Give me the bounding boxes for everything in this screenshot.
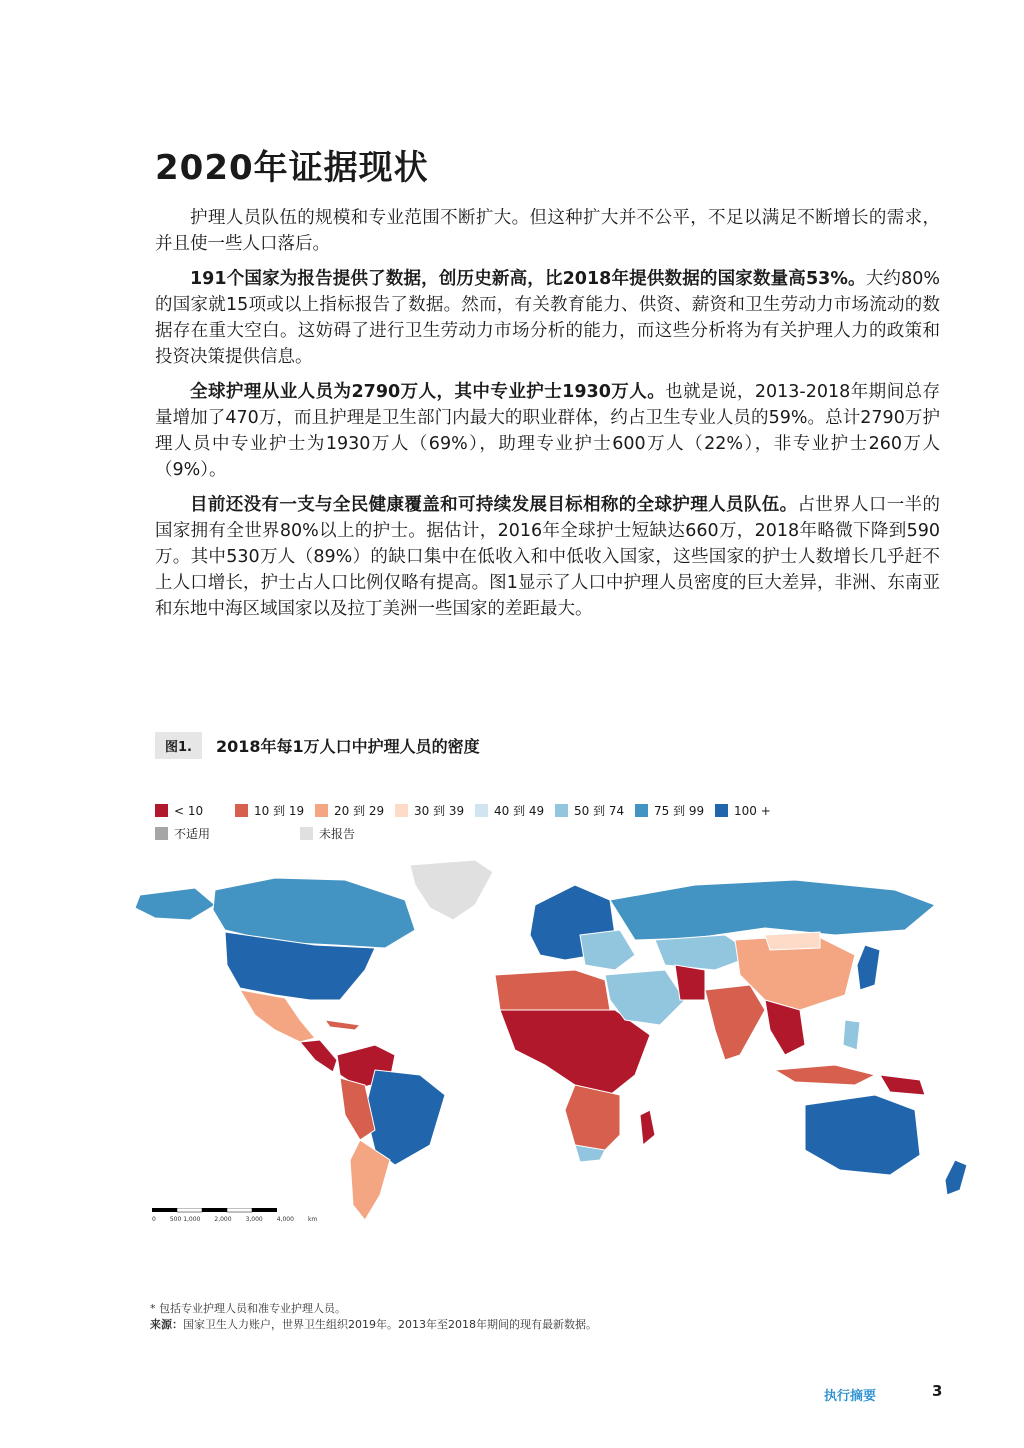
legend-item: 20 到 29 [315,802,395,819]
scale-label: 0 [152,1216,156,1223]
paragraph-4: 目前还没有一支与全民健康覆盖和可持续发展目标相称的全球护理人员队伍。占世界人口一半的国家拥有全世界80%以上的护士。据估计，2016年全球护士短缺达660万，2018年略微下降到590万。其中530万人（89%）的缺口集中在低收入和中低收入国家，这些国家的护士人数增长几乎赶不上人口增长，护士占人口比例仅略有提高。图1显示了人口中护理人员密度的巨大差异，非洲、东南亚和东地中海区域国家以及拉丁美洲一些国家的差距最大。 [155,495,940,619]
body-text [155,205,940,631]
map-region-central-america [300,1040,337,1072]
legend-item: 10 到 19 [235,802,315,819]
map-region-sub-saharan-africa [500,1010,650,1095]
map-region-new-zealand [945,1160,967,1195]
scale-label: 3,000 [245,1216,263,1223]
paragraph-1: 护理人员队伍的规模和专业范围不断扩大。但这种扩大并不公平，不足以满足不断增长的需求，并且使一些人口落后。 [155,208,940,254]
legend-swatch [235,804,248,817]
map-region-png [880,1075,925,1095]
map-region-philippines [843,1020,860,1050]
source-note: 来源：国家卫生人力账户，世界卫生组织2019年。2013年至2018年期间的现有最新数据。 [150,1318,597,1331]
page-number: 3 [932,1382,943,1400]
map-region-india [705,985,765,1060]
map-region-peru-bolivia [340,1078,375,1140]
map-region-alaska [135,888,215,920]
figure-caption [155,732,480,759]
legend-swatch [395,804,408,817]
map-region-eastern-europe [580,930,635,970]
map-legend [155,802,795,848]
legend-item: < 10 [155,802,235,819]
legend-item: 50 到 74 [555,802,635,819]
legend-row-density [155,802,795,819]
page-title: 2020年证据现状 [155,148,429,188]
map-region-caribbean [325,1020,360,1030]
world-map [75,860,995,1230]
legend-swatch [635,804,648,817]
map-region-australia [805,1095,920,1175]
map-region-russia [610,880,935,940]
map-region-mongolia [765,932,820,950]
scale-bar-graphic [152,1208,277,1214]
map-scale-bar [152,1208,317,1223]
legend-swatch [155,827,168,840]
legend-swatch [155,804,168,817]
figure-label: 图1. [155,732,202,759]
legend-swatch [555,804,568,817]
legend-item: 100 + [715,802,795,819]
scale-label: km [307,1216,318,1223]
legend-item: 30 到 39 [395,802,475,819]
legend-swatch [315,804,328,817]
map-region-pakistan [675,965,705,1000]
legend-item: 40 到 49 [475,802,555,819]
scale-label: 500 1,000 [169,1216,201,1223]
scale-label: 2,000 [214,1216,232,1223]
footnote: * 包括专业护理人员和准专业护理人员。 [150,1302,346,1315]
legend-item: 75 到 99 [635,802,715,819]
paragraph-2: 191个国家为报告提供了数据，创历史新高，比2018年提供数据的国家数量高53%。大约80%的国家就15项或以上指标报告了数据。然而，有关教育能力、供资、薪资和卫生劳动力市场流动的数据存在重大空白。这妨碍了进行卫生劳动力市场分析的能力，而这些分析将为有关护理人力的政策和投资决策提供信息。 [155,269,940,367]
map-region-north-africa [495,970,610,1015]
scale-label: 4,000 [276,1216,294,1223]
legend-swatch [475,804,488,817]
paragraph-3: 全球护理从业人员为2790万人，其中专业护士1930万人。也就是说，2013-2018年期间总存量增加了470万，而且护理是卫生部门内最大的职业群体，约占卫生专业人员的59%。总计2790万护理人员中专业护士为1930万人（69%），助理专业护士600万人（22%），非专业护士260万人（9%）。 [155,382,940,480]
legend-item-not-reported: 未报告 [300,825,445,842]
legend-swatch [715,804,728,817]
legend-item-na: 不适用 [155,825,300,842]
legend-swatch [300,827,313,840]
map-region-indonesia [775,1065,875,1085]
figure-title: 2018年每1万人口中护理人员的密度 [215,737,480,756]
map-region-madagascar [640,1110,655,1145]
map-region-greenland [410,860,493,920]
footer-section-title[interactable]: 执行摘要 [824,1389,877,1404]
map-region-japan [857,945,880,990]
legend-row-other [155,825,795,842]
